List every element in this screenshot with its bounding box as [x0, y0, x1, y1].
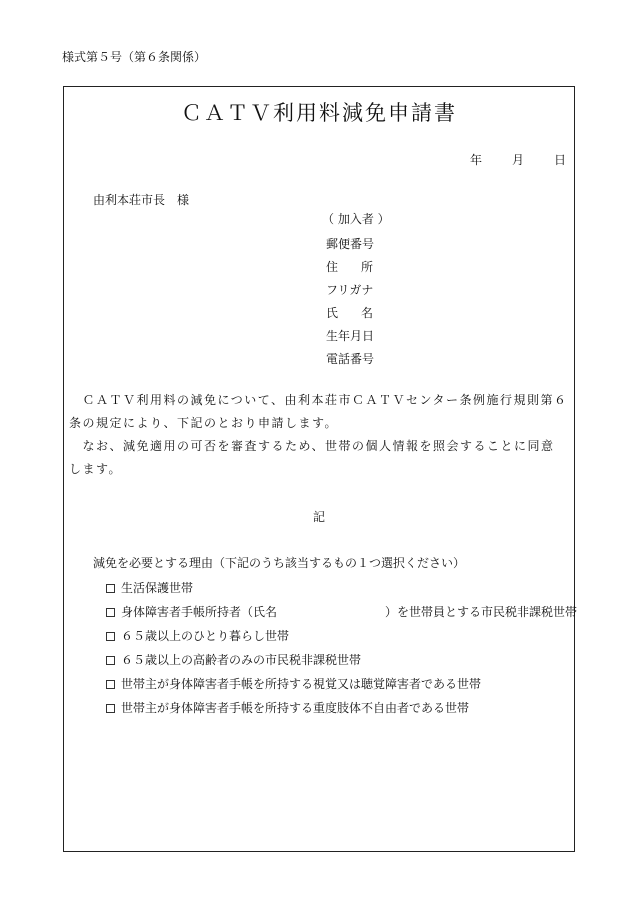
address-label-part1: 住 — [326, 260, 339, 274]
date-line — [470, 151, 566, 168]
address-label-part2: 所 — [360, 260, 373, 274]
reason-option[interactable] — [106, 672, 577, 696]
date-year-label: 年 — [469, 153, 482, 167]
name-label-part2: 名 — [360, 306, 373, 320]
checkbox-icon[interactable] — [106, 704, 115, 713]
reason-option[interactable] — [106, 600, 577, 624]
option-label: 世帯主が身体障害者手帳を所持する重度肢体不自由者である世帯 — [121, 701, 470, 715]
name-label-part1: 氏 — [326, 306, 339, 320]
checkbox-icon[interactable] — [106, 656, 115, 665]
address-label — [326, 256, 373, 279]
phone-label: 電話番号 — [326, 352, 375, 366]
body-text — [69, 389, 568, 481]
document-title: ＣＡＴＶ利用料減免申請書 — [181, 101, 457, 125]
reason-option[interactable] — [106, 696, 577, 720]
furigana-label: フリガナ — [326, 283, 374, 297]
date-day-label: 日 — [553, 153, 566, 167]
option-label: 生活保護世帯 — [121, 581, 194, 595]
checkbox-icon[interactable] — [106, 632, 115, 641]
option-label: ６５歳以上の高齢者のみの市民税非課税世帯 — [121, 653, 362, 667]
option-label: 身体障害者手帳所持者（氏名 ）を世帯員とする市民税非課税世帯 — [121, 605, 578, 619]
applicant-fields — [326, 233, 374, 371]
name-label — [326, 302, 373, 325]
option-label: ６５歳以上のひとり暮らし世帯 — [121, 629, 290, 643]
reason-option[interactable] — [106, 624, 577, 648]
body-paragraph-2: なお、減免適用の可否を審査するため、世帯の個人情報を照会することに同意します。 — [69, 439, 555, 476]
option-label: 世帯主が身体障害者手帳を所持する視覚又は聴覚障害者である世帯 — [121, 677, 482, 691]
birthdate-label: 生年月日 — [326, 329, 375, 343]
form-frame — [63, 86, 578, 852]
body-paragraph-1: ＣＡＴＶ利用料の減免について、由利本荘市ＣＡＴＶセンター条例施行規則第６条の規定により、下記のとおり申請します。 — [69, 393, 568, 430]
reason-option[interactable] — [106, 648, 577, 672]
form-number: 様式第５号（第６条関係） — [62, 50, 207, 64]
applicant-heading: （ 加入者 ） — [322, 212, 390, 226]
addressee: 由利本荘市長 様 — [93, 193, 190, 207]
reason-heading: 減免を必要とする理由（下記のうち該当するもの１つ選択ください） — [93, 556, 466, 570]
checkbox-icon[interactable] — [106, 608, 115, 617]
reason-options — [106, 576, 577, 720]
date-month-label: 月 — [511, 153, 524, 167]
checkbox-icon[interactable] — [106, 584, 115, 593]
reason-option[interactable] — [106, 576, 577, 600]
postal-code-label: 郵便番号 — [326, 237, 375, 251]
ki-heading: 記 — [312, 510, 325, 524]
checkbox-icon[interactable] — [106, 680, 115, 689]
